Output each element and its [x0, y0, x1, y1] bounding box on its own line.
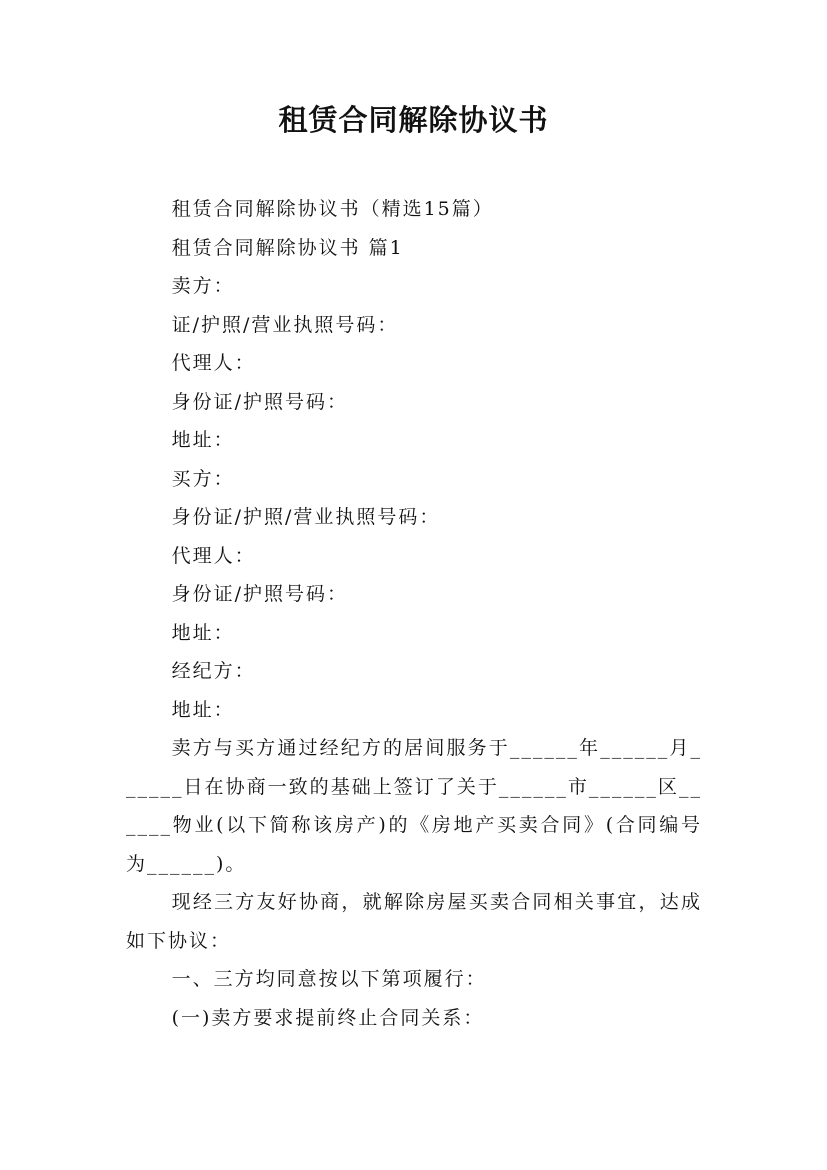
paragraph-seller-id: 证/护照/营业执照号码：: [171, 313, 399, 336]
paragraph-buyer-agent: 代理人：: [171, 544, 256, 567]
paragraph-seller: 卖方：: [171, 275, 235, 297]
paragraph-clause-one: 一、三方均同意按以下第项履行：: [171, 968, 487, 990]
paragraph-section-heading: 租赁合同解除协议书 篇1: [171, 236, 404, 259]
paragraph-broker: 经纪方：: [171, 660, 256, 682]
paragraph-buyer-agent-id: 身份证/护照号码：: [171, 583, 348, 605]
paragraph-seller-agent-id: 身份证/护照号码：: [171, 390, 348, 413]
paragraph-clause-one-a: (一)卖方要求提前终止合同关系：: [171, 1006, 485, 1029]
document-title: 租赁合同解除协议书: [278, 103, 549, 137]
paragraph-broker-address: 地址：: [171, 698, 235, 721]
paragraph-seller-agent: 代理人：: [171, 352, 256, 374]
paragraph-seller-address: 地址：: [171, 429, 235, 451]
paragraph-subtitle: 租赁合同解除协议书（精选15篇）: [171, 198, 494, 220]
paragraph-buyer: 买方：: [171, 467, 235, 490]
paragraph-buyer-address: 地址：: [171, 621, 235, 644]
document-body: [126, 190, 702, 1037]
paragraph-contract-background: 卖方与买方通过经纪方的居间服务于______年______月______日在协商一致的基础上签订了关于______市______区______物业(以下简称该房产)的《房地产买卖合同》(合同编号为______)。: [126, 737, 702, 875]
paragraph-agreement-intro: 现经三方友好协商，就解除房屋买卖合同相关事宜，达成如下协议：: [126, 891, 702, 952]
paragraph-buyer-id: 身份证/护照/营业执照号码：: [171, 506, 441, 528]
